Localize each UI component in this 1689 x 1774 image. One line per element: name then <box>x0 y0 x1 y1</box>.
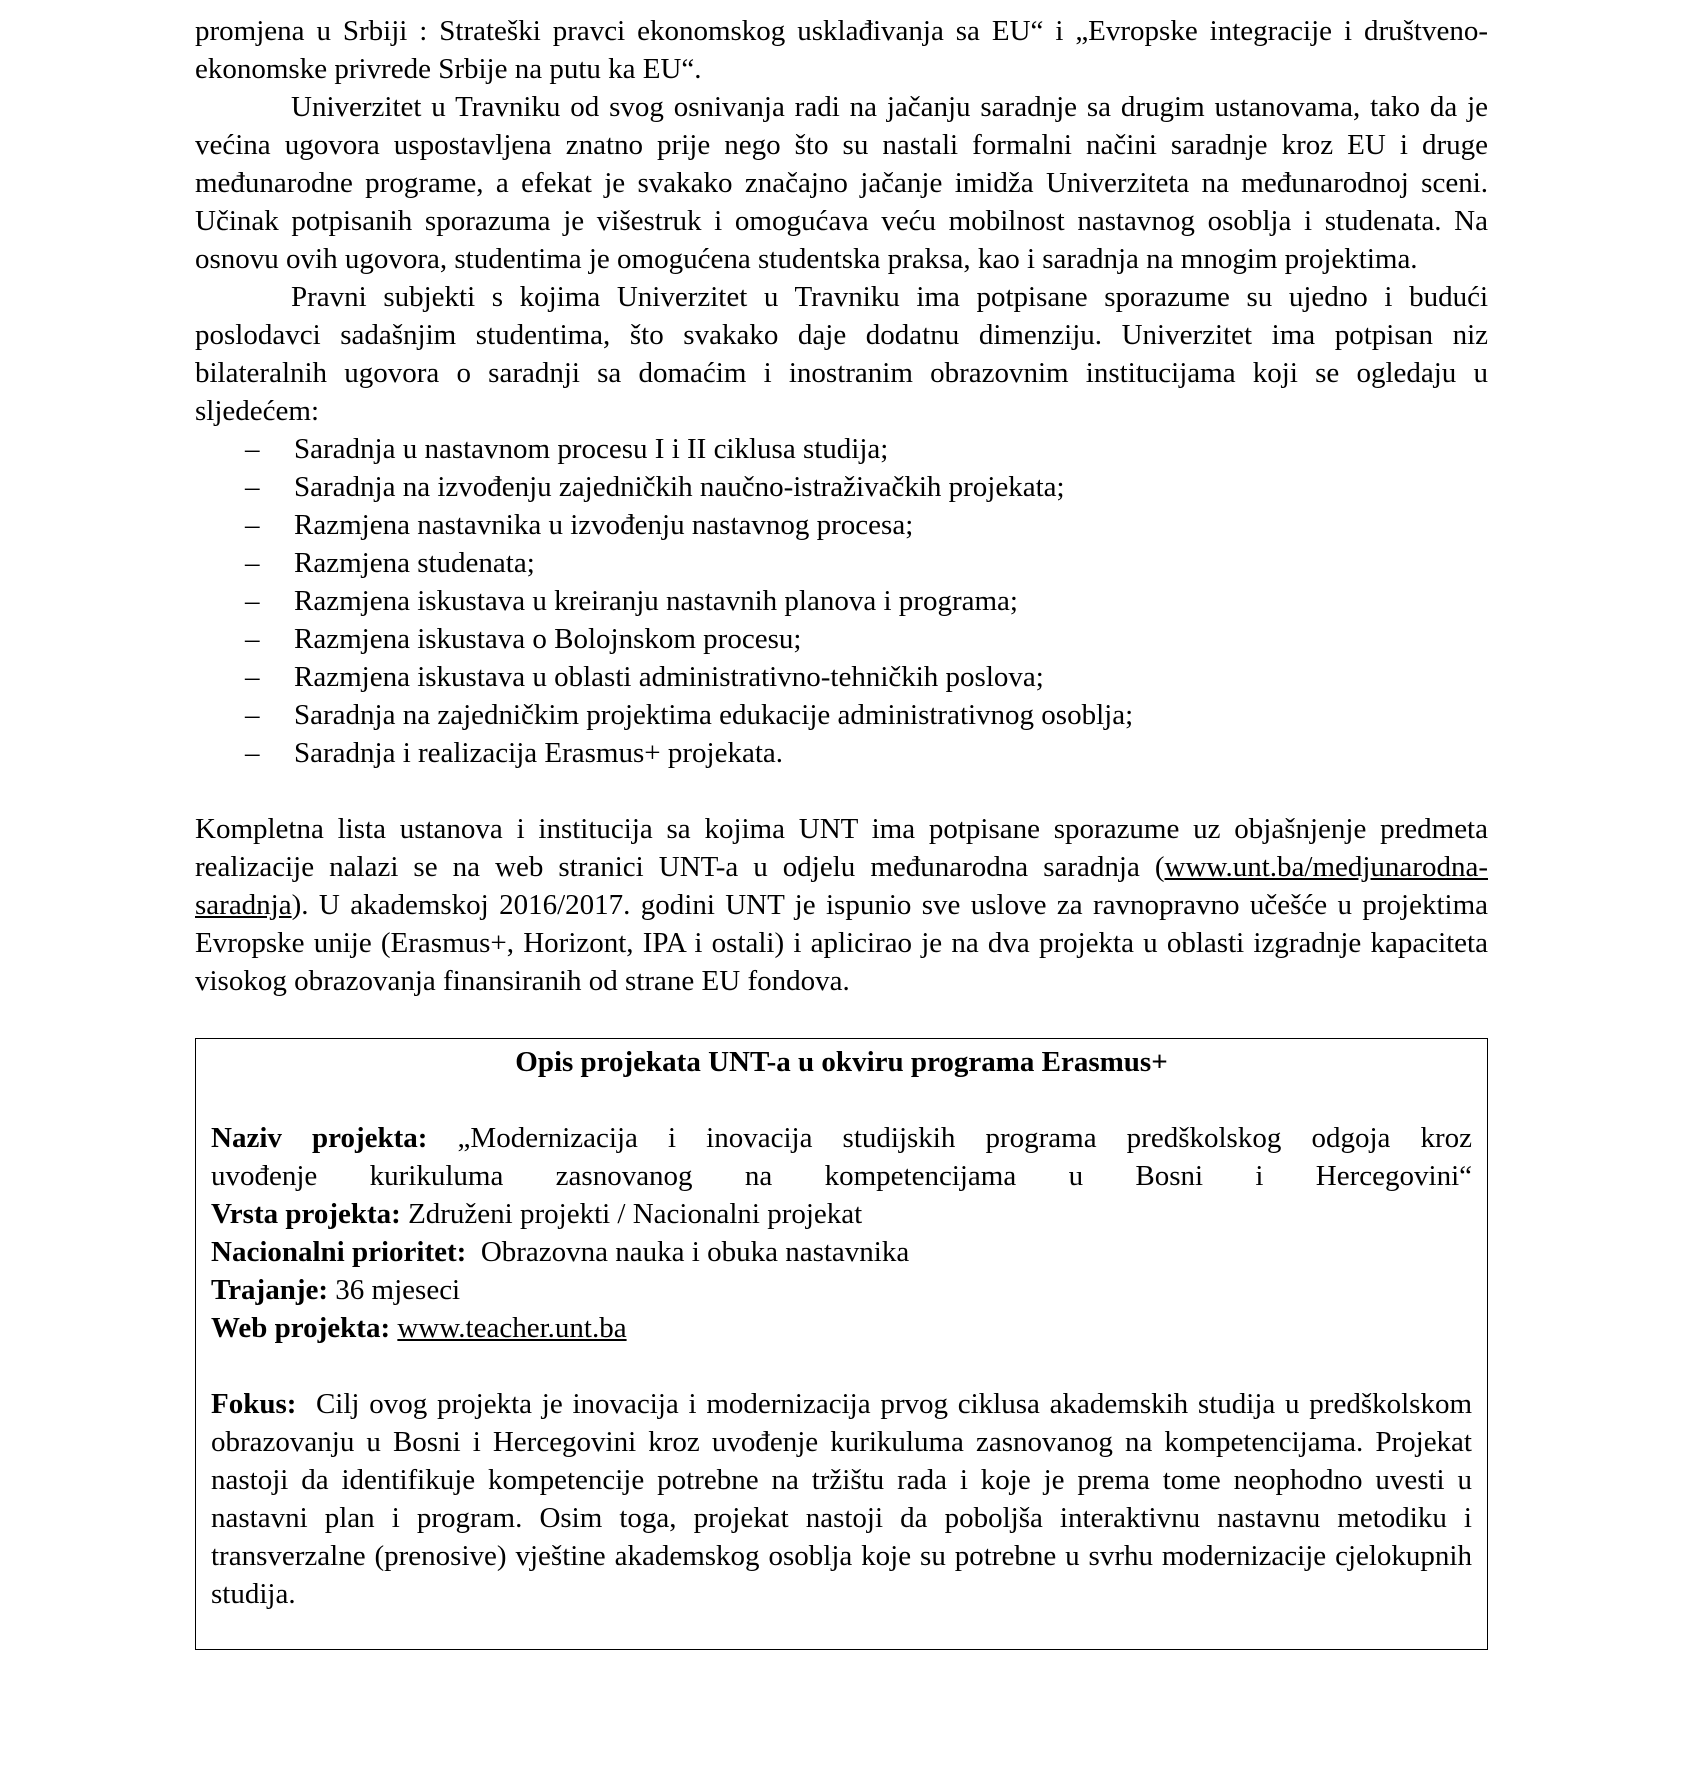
list-item-text: Saradnja u nastavnom procesu I i II ciklusa studija; <box>294 433 889 465</box>
focus-text: Cilj ovog projekta je inovacija i modernizacija prvog ciklusa akademskih studija u predškolskom obrazovanju u Bosni i Hercegovini kroz uvođenje kurikuluma zasnovanog na kompetencijama. Projekat nastoji da identifikuje kompetencije potrebne na tržištu rada i koje je prema tome neophodno uvesti u nastavni plan i program. Osim toga, projekat nastoji da poboljša interaktivnu nastavnu metodiku i transverzalne (prenosive) vještine akademskog osoblja koje su potrebne u svrhu modernizacije cjelokupnih studija. <box>211 1388 1473 1610</box>
list-item <box>195 506 1488 544</box>
list-item-text: Saradnja na izvođenju zajedničkih naučno-istraživačkih projekata; <box>294 471 1065 503</box>
dash-bullet: – <box>245 737 260 769</box>
web-row <box>211 1309 1472 1347</box>
project-type-value: Združeni projekti / Nacionalni projekat <box>408 1198 863 1230</box>
list-item <box>195 696 1488 734</box>
duration-value: 36 mjeseci <box>335 1274 461 1306</box>
spacer <box>195 772 1488 810</box>
list-item <box>195 582 1488 620</box>
list-item <box>195 468 1488 506</box>
list-item <box>195 544 1488 582</box>
spacer <box>211 1347 1472 1385</box>
cooperation-list <box>195 430 1488 772</box>
list-item-text: Razmjena iskustava u oblasti administrativno-tehničkih poslova; <box>294 661 1044 693</box>
spacer <box>211 1081 1472 1119</box>
paragraph-cooperation: Univerzitet u Travniku od svog osnivanja radi na jačanju saradnje sa drugim ustanovama, tako da je većina ugovora uspostavljena znatno prije nego što su nastali formalni načini saradnje kroz EU i druge međunarodne programe, a efekat je svakako značajno jačanje imidža Univerziteta na međunarodnoj sceni. Učinak potpisanih sporazuma je višestruk i omogućava veću mobilnost nastavnog osoblja i studenata. Na osnovu ovih ugovora, studentima je omogućena studentska praksa, kao i saradnja na mnogim projektima. <box>195 91 1488 275</box>
list-item-text: Razmjena studenata; <box>294 547 535 579</box>
national-priority-label: Nacionalni prioritet: <box>211 1236 467 1268</box>
paragraph-legal-entities: Pravni subjekti s kojima Univerzitet u Travniku ima potpisane sporazume su ujedno i budući poslodavci sadašnjim studentima, što svakako daje dodatnu dimenziju. Univerzitet ima potpisan niz bilateralnih ugovora o saradnji sa domaćim i inostranim obrazovnim institucijama koji se ogledaju u sljedećem: <box>195 281 1488 427</box>
list-item <box>195 620 1488 658</box>
web-label: Web projekta: <box>211 1312 391 1344</box>
paragraph-intro-continuation: promjena u Srbiji : Strateški pravci ekonomskog usklađivanja sa EU“ i „Evropske integracije i društveno-ekonomske privrede Srbije na putu ka EU“. <box>195 15 1488 85</box>
box-title: Opis projekata UNT-a u okviru programa Erasmus+ <box>515 1046 1168 1078</box>
dash-bullet: – <box>245 661 260 693</box>
list-item <box>195 430 1488 468</box>
focus-label: Fokus: <box>211 1388 297 1420</box>
list-item-text: Saradnja i realizacija Erasmus+ projekata. <box>294 737 783 769</box>
dash-bullet: – <box>245 623 260 655</box>
project-web-link[interactable]: www.teacher.unt.ba <box>397 1312 627 1344</box>
focus-paragraph <box>211 1385 1472 1613</box>
dash-bullet: – <box>245 471 260 503</box>
list-item-text: Razmjena iskustava o Bolojnskom procesu; <box>294 623 802 655</box>
project-type-label: Vrsta projekta: <box>211 1198 401 1230</box>
dash-bullet: – <box>245 585 260 617</box>
project-name-line2: uvođenje kurikuluma zasnovanog na kompetencijama u Bosni i Hercegovini“ <box>211 1160 1472 1192</box>
closing-text-before: Kompletna lista ustanova i institucija sa kojima UNT ima potpisane sporazume uz objašnjenje predmeta realizacije nalazi se na web stranici UNT-a u odjelu međunarodna saradnja ( <box>195 813 1488 883</box>
list-item <box>195 658 1488 696</box>
cooperation-link[interactable]: www.unt.ba/medjunarodna-saradnja <box>195 851 1488 921</box>
national-priority-value: Obrazovna nauka i obuka nastavnika <box>480 1236 910 1268</box>
national-priority-row <box>211 1233 1472 1271</box>
list-item-text: Razmjena iskustava u kreiranju nastavnih planova i programa; <box>294 585 1018 617</box>
duration-label: Trajanje: <box>211 1274 329 1306</box>
list-item-text: Saradnja na zajedničkim projektima edukacije administrativnog osoblja; <box>294 699 1134 731</box>
closing-text-after: ). U akademskoj 2016/2017. godini UNT je ispunio sve uslove za ravnopravno učešće u projektima Evropske unije (Erasmus+, Horizont, IPA i ostali) i aplicirao je na dva projekta u oblasti izgradnje kapaciteta visokog obrazovanja finansiranih od strane EU fondova. <box>195 889 1488 997</box>
project-name-value-1: „Modernizacija i inovacija studijskih programa predškolskog odgoja kroz <box>457 1122 1473 1154</box>
project-name-label: Naziv projekta: <box>211 1122 428 1154</box>
project-type-row <box>211 1195 1472 1233</box>
dash-bullet: – <box>245 433 260 465</box>
dash-bullet: – <box>245 547 260 579</box>
dash-bullet: – <box>245 509 260 541</box>
erasmus-project-box <box>195 1038 1488 1650</box>
document-page <box>195 12 1488 1650</box>
list-item <box>195 734 1488 772</box>
list-item-text: Razmjena nastavnika u izvođenju nastavnog procesa; <box>294 509 914 541</box>
project-name-line1 <box>211 1119 1472 1157</box>
dash-bullet: – <box>245 699 260 731</box>
paragraph-complete-list <box>195 810 1488 1000</box>
duration-row <box>211 1271 1472 1309</box>
